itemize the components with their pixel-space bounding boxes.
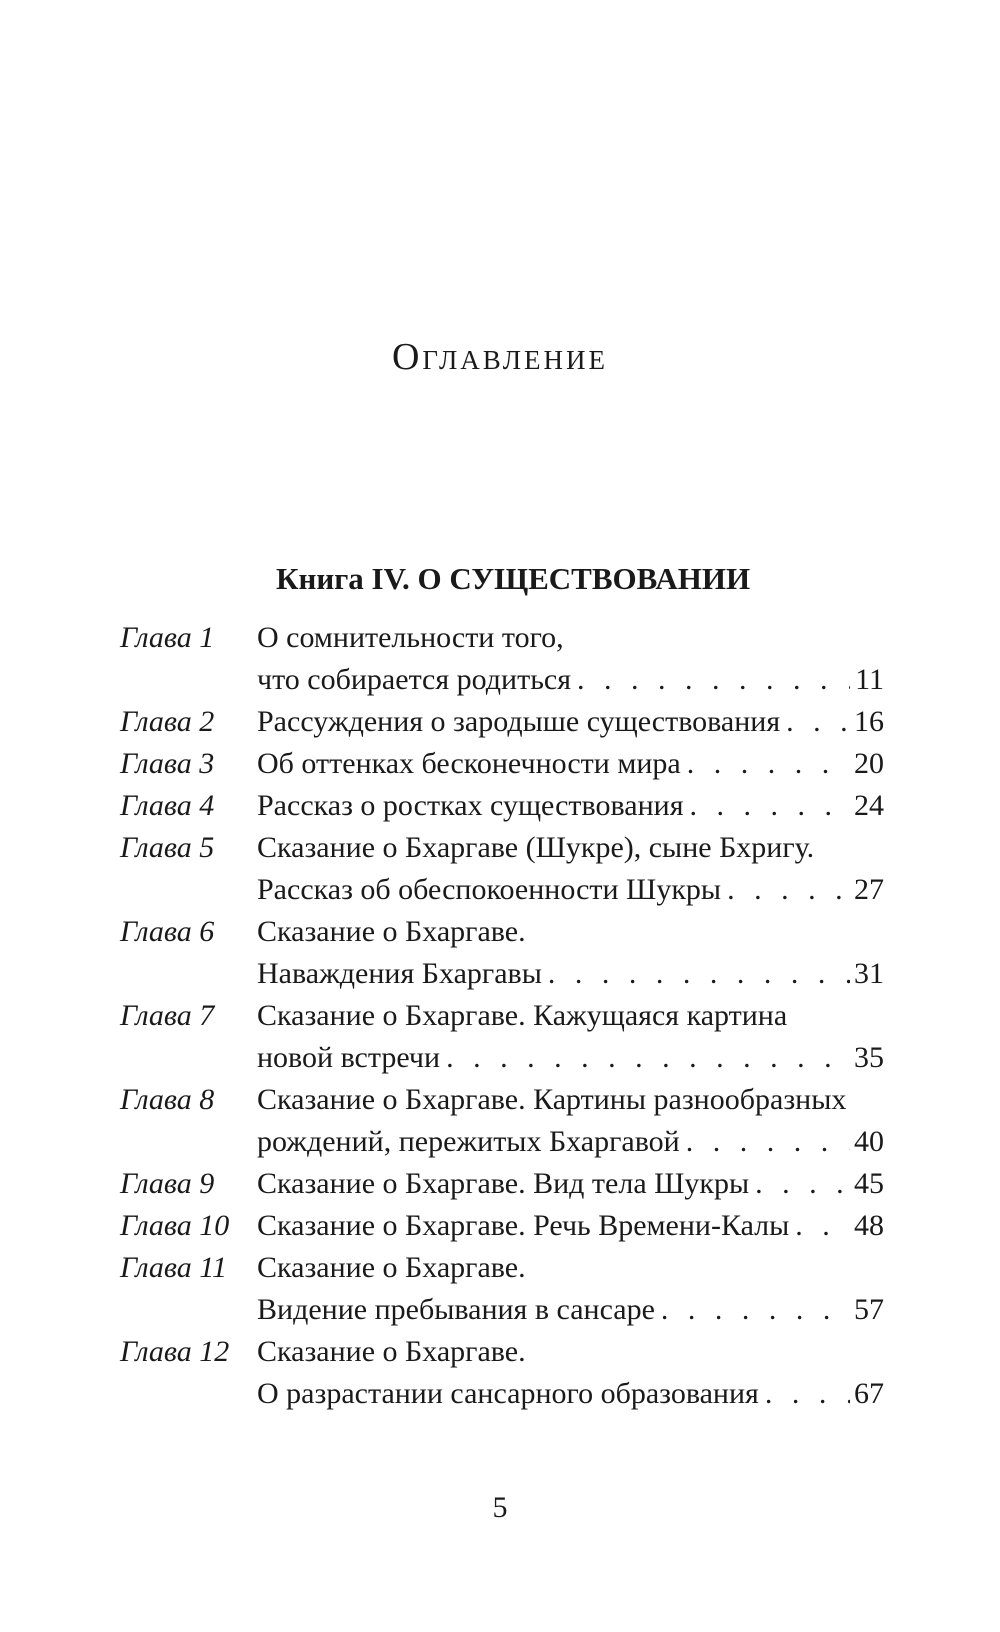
chapter-page-number: 24 [854, 789, 884, 822]
toc-entry-line [0, 743, 1000, 785]
toc-entry-line [0, 869, 1000, 911]
toc-entry [0, 785, 1000, 827]
chapter-leader-line [257, 869, 884, 911]
chapter-label: Глава 3 [120, 747, 215, 780]
chapter-page-number: 31 [854, 957, 884, 990]
chapter-label: Глава 9 [120, 1167, 215, 1200]
chapter-leader-line [257, 659, 884, 701]
chapter-page-number: 57 [854, 1293, 884, 1326]
chapter-title-line: О разрастании сансарного образования [257, 1377, 759, 1410]
chapter-leader-line [257, 701, 884, 743]
chapter-title-line: Видение пребывания в сансаре [257, 1293, 655, 1326]
chapter-label: Глава 4 [120, 789, 215, 822]
toc-entry-line [0, 953, 1000, 995]
page-title: Оглавление [391, 336, 609, 378]
toc-entry-line [0, 1331, 1000, 1373]
chapter-label: Глава 12 [120, 1335, 230, 1368]
chapter-title-line: Сказание о Бхаргаве. Картины разнообразных [257, 1083, 847, 1116]
chapter-leader-line [257, 1163, 884, 1205]
toc-entry-line [0, 1247, 1000, 1289]
chapter-label: Глава 6 [120, 915, 215, 948]
chapter-leader-line [257, 743, 884, 785]
chapter-label: Глава 2 [120, 705, 215, 738]
toc-entry [0, 1205, 1000, 1247]
chapter-leader-line [257, 953, 884, 995]
book-heading: Книга IV. О СУЩЕСТВОВАНИИ [276, 561, 751, 596]
chapter-page-number: 20 [854, 747, 884, 780]
chapter-page-number: 45 [854, 1167, 884, 1200]
dot-leader [440, 1037, 850, 1079]
chapter-title-line: Рассказ об обеспокоенности Шукры [257, 873, 722, 906]
chapter-page-number: 48 [854, 1209, 884, 1242]
chapter-title-line: О сомнительности того, [257, 621, 564, 654]
chapter-page-number: 11 [855, 663, 884, 696]
chapter-title-line: Наваждения Бхаргавы [257, 957, 542, 990]
toc-entry [0, 743, 1000, 785]
toc-entry-line [0, 1079, 1000, 1121]
chapter-label: Глава 5 [120, 831, 215, 864]
chapter-title-line: Сказание о Бхаргаве. [257, 1251, 526, 1284]
chapter-title-line: Сказание о Бхаргаве. Кажущаяся картина [257, 999, 788, 1032]
chapter-title-line: Об оттенках бесконечности мира [257, 747, 681, 780]
toc-entry-line [0, 1121, 1000, 1163]
toc-entry [0, 827, 1000, 911]
chapter-leader-line [257, 1289, 884, 1331]
toc-entry-line [0, 1037, 1000, 1079]
toc-entry [0, 1163, 1000, 1205]
page-number: 5 [492, 1491, 508, 1524]
toc-entry [0, 617, 1000, 701]
dot-leader [684, 785, 851, 827]
toc-entry-line [0, 701, 1000, 743]
toc-entry-line [0, 1289, 1000, 1331]
toc-entry-line [0, 1163, 1000, 1205]
chapter-title-line: рождений, пережитых Бхаргавой [257, 1125, 680, 1158]
chapter-page-number: 16 [854, 705, 884, 738]
dot-leader [571, 659, 850, 701]
toc-entry-line [0, 659, 1000, 701]
chapter-page-number: 27 [854, 873, 884, 906]
toc-entry-line [0, 995, 1000, 1037]
chapter-title-line: новой встречи [257, 1041, 441, 1074]
chapter-label: Глава 8 [120, 1083, 215, 1116]
toc-entry-line [0, 827, 1000, 869]
toc-entry [0, 701, 1000, 743]
chapter-page-number: 40 [854, 1125, 884, 1158]
dot-leader [681, 743, 850, 785]
chapter-label: Глава 10 [120, 1209, 230, 1242]
chapter-title-line: Рассказ о ростках существования [257, 789, 684, 822]
chapter-label: Глава 7 [120, 999, 215, 1032]
toc-entry-line [0, 1373, 1000, 1415]
dot-leader [780, 701, 850, 743]
toc-entry [0, 911, 1000, 995]
toc-entry-line [0, 617, 1000, 659]
chapter-page-number: 67 [854, 1377, 884, 1410]
dot-leader [542, 953, 850, 995]
chapter-leader-line [257, 1205, 884, 1247]
chapter-page-number: 35 [854, 1041, 884, 1074]
toc-entry-line [0, 785, 1000, 827]
toc-entry [0, 1079, 1000, 1163]
chapter-title-line: что собирается родиться [257, 663, 572, 696]
dot-leader [749, 1163, 850, 1205]
toc-entry [0, 995, 1000, 1079]
chapter-leader-line [257, 1373, 884, 1415]
toc-entry [0, 1331, 1000, 1415]
toc-entry-line [0, 1205, 1000, 1247]
chapter-title-line: Сказание о Бхаргаве. Вид тела Шукры [257, 1167, 750, 1200]
chapter-leader-line [257, 1037, 884, 1079]
dot-leader [655, 1289, 850, 1331]
chapter-title-line: Сказание о Бхаргаве. Речь Времени-Калы [257, 1209, 790, 1242]
toc-entry [0, 1247, 1000, 1331]
chapter-leader-line [257, 785, 884, 827]
chapter-title-line: Сказание о Бхаргаве (Шукре), сыне Бхригу. [257, 831, 815, 864]
toc-entry-line [0, 911, 1000, 953]
chapter-label: Глава 1 [120, 621, 215, 654]
dot-leader [721, 869, 850, 911]
chapter-title-line: Сказание о Бхаргаве. [257, 1335, 526, 1368]
table-of-contents [0, 617, 1000, 1415]
chapter-leader-line [257, 1121, 884, 1163]
chapter-title-line: Рассуждения о зародыше существования [257, 705, 781, 738]
dot-leader [759, 1373, 850, 1415]
chapter-label: Глава 11 [120, 1251, 228, 1284]
dot-leader [789, 1205, 850, 1247]
chapter-title-line: Сказание о Бхаргаве. [257, 915, 526, 948]
dot-leader [680, 1121, 850, 1163]
